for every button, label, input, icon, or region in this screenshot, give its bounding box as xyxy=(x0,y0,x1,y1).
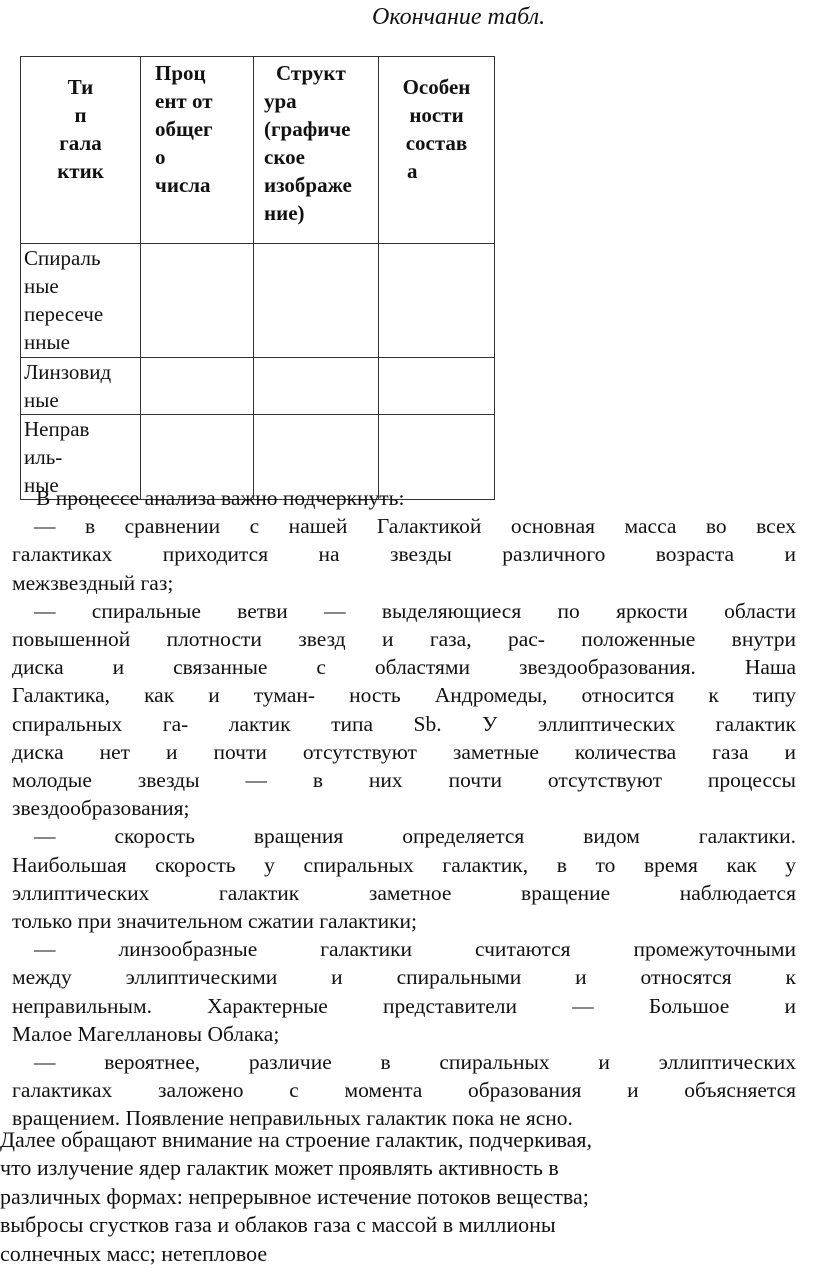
header-galaxy-type: Ти п гала ктик xyxy=(21,57,141,244)
header-percent: Проц ент от общег о числа xyxy=(141,57,254,244)
structure-paragraph: Далее обращают внимание на строение галактик, подчеркивая, что излучение ядер галактик может проявлять активность в различных формах: непрерывное истечение потоков вещества; выбросы сгустков газа и облаков газа с массой в миллионы солнечных масс; нетепловое xyxy=(0,1127,593,1266)
table-header-row xyxy=(21,57,495,244)
list-item: — вероятнее, различие в спиральных и эллиптических галактиках заложено с момента образования и объясняется вращением. Появление неправильных галактик пока не ясно. xyxy=(12,1050,796,1131)
row-label-lenticular: Линзовид ные xyxy=(21,358,141,415)
row-label-irregular: Неправ иль- ные xyxy=(21,415,141,500)
table-continuation-caption: Окончание табл. xyxy=(372,4,546,30)
header-structure: Структ ура (графиче ское изображе ние) xyxy=(254,57,379,244)
table-row xyxy=(21,358,495,415)
row-label-barred-spiral: Спираль ные пересече нные xyxy=(21,244,141,358)
table-row xyxy=(21,244,495,358)
list-item: — спиральные ветви — выделяющиеся по яркости области повышенной плотности звезд и газа, рас- положенные внутри диска и связанные с областями звездообразования. Наша Галактика, как и туман- ность Андромеды, относится к типу спиральных га- лактик типа Sb. У эллиптических галактик диска нет и почти отсутствуют заметные количества газа и молодые звезды — в них почти отсутствуют процессы звездообразования; xyxy=(12,598,796,821)
table-cell xyxy=(141,358,254,415)
table-cell xyxy=(254,244,379,358)
analysis-text xyxy=(12,484,796,1133)
list-item: — в сравнении с нашей Галактикой основная масса во всех галактиках приходится на звезды различного возраста и межзвездный газ; xyxy=(12,514,796,595)
galaxy-types-table xyxy=(20,56,495,500)
table-cell xyxy=(379,358,495,415)
header-composition: Особен ности состав а xyxy=(379,57,495,244)
table-cell xyxy=(379,244,495,358)
list-item: — линзообразные галактики считаются промежуточными между эллиптическими и спиральными и относятся к неправильным. Характерные представители — Большое и Малое Магеллановы Облака; xyxy=(12,937,796,1046)
list-item: — скорость вращения определяется видом галактики. Наибольшая скорость у спиральных галактик, в то время как у эллиптических галактик заметное вращение наблюдается только при значительном сжатии галактики; xyxy=(12,824,796,934)
analysis-intro: В процессе анализа важно подчеркнуть: xyxy=(36,486,405,510)
table-cell xyxy=(254,358,379,415)
table-cell xyxy=(141,244,254,358)
